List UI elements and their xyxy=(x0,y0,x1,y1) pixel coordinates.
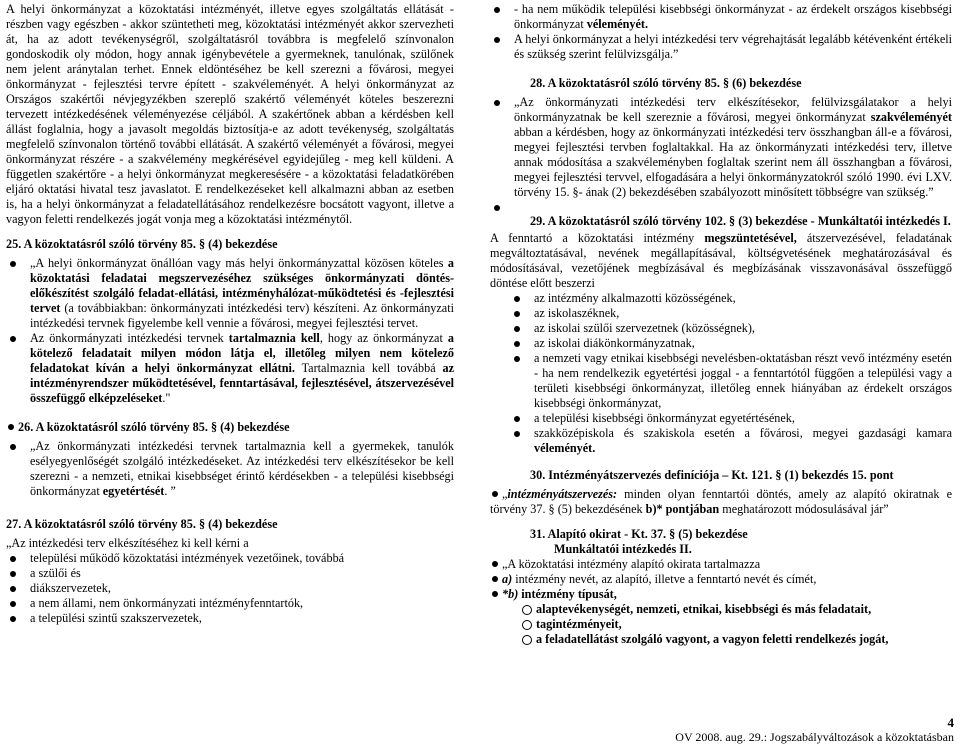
circle-bullet-icon xyxy=(522,605,532,615)
list-item: a települési szintű szakszervezetek, xyxy=(6,611,454,626)
bullet-r1: - ha nem működik települési kisebbségi önkormányzat - az érdekelt országos kisebbségi önkormányzat véleményét. xyxy=(490,2,952,32)
bullet-28: „Az önkormányzati intézkedési terv elkészítésekor, felülvizsgálatakor a helyi önkormányzatnak be kell szereznie a fővárosi, megyei önkormányzat szakvéleményét abban a kérdésben, hogy az önkormányzati intézkedési terv összhangban áll-e a fővárosi, megyei fejlesztési tervben foglaltakkal. Ha az önkormányzati intézkedési terv, illetve annak módosítása a szakvéleményben foglaltak szerint nem áll összhangban a fővárosi, megyei fejlesztési tervvel, elfogadására a helyi önkormányzatokról szóló 1990. évi LXV. törvény 15. §- ának (2) bekezdésében szabályozott minősített többségre van szükség.” xyxy=(490,95,952,200)
paragraph-29: A fenntartó a közoktatási intézmény megszüntetésével, átszervezésével, feladatának megváltoztatásával, nevének megállapításával, költségvetésének meghatározásával és módosításával, vezetőjének megbízásával és megbízásának visszavonásával összefüggő döntése előtt beszerzi xyxy=(490,231,952,290)
bullet-icon xyxy=(492,576,498,582)
paragraph-27: „Az intézkedési terv elkészítéséhez ki kell kérni a xyxy=(6,536,249,550)
item-31-b: *b) intézmény típusát, xyxy=(490,587,952,602)
bullet-icon xyxy=(514,326,520,332)
list-item: szakközépiskola és szakiskola esetén a fővárosi, megyei gazdasági kamara véleményét. xyxy=(490,426,952,456)
list-item: települési működő közoktatási intézmények vezetőinek, továbbá xyxy=(6,551,454,566)
list-item: a nemzeti vagy etnikai kisebbségi nevelésben-oktatásban részt vevő intézmény esetén - ha nem rendelkezik egyetértési joggal - a fenntartótól függően a települési vagy a területi kisebbségi önkormányzat, illetőleg ennek hiányában az érdekelt országos kisebbségi önkormányzat, xyxy=(490,351,952,411)
bullet-icon xyxy=(8,424,14,430)
paragraph-31: „A közoktatási intézmény alapító okirata tartalmazza xyxy=(490,557,952,572)
heading-31-sub: Munkáltatói intézkedés II. xyxy=(554,542,692,556)
bullet-icon xyxy=(514,311,520,317)
bullet-icon xyxy=(494,7,500,13)
bullet-icon xyxy=(10,586,16,592)
heading-26: 26. A közoktatásról szóló törvény 85. § (4) bekezdése xyxy=(6,420,454,435)
circle-bullet-icon xyxy=(522,620,532,630)
bullet-icon xyxy=(492,591,498,597)
heading-30: 30. Intézményátszervezés definíciója – Kt. 121. § (1) bekezdés 15. pont xyxy=(530,468,894,482)
bullet-25-a: „A helyi önkormányzat önállóan vagy más helyi önkormányzattal közösen köteles a közoktatási feladatai megszervezéséhez szükséges önkormányzati döntés-előkészítést szolgáló feladat-ellátási, intézményhálózat-működtetési és -fejlesztési tervet (a továbbiakban: önkormányzati intézkedési terv) készíteni. Az önkormányzati intézkedési tervnek figyelembe kell vennie a fővárosi, megyei fejlesztési tervet. xyxy=(6,256,454,331)
bullet-icon xyxy=(494,205,500,211)
bullet-icon xyxy=(10,601,16,607)
heading-25: 25. A közoktatásról szóló törvény 85. § (4) bekezdése xyxy=(6,237,278,251)
footer-source: OV 2008. aug. 29.: Jogszabályváltozások a közoktatásban xyxy=(675,730,954,744)
list-item: az intézmény alkalmazotti közösségének, xyxy=(490,291,952,306)
circle-bullet-icon xyxy=(522,635,532,645)
bullet-icon xyxy=(514,431,520,437)
bullet-icon xyxy=(494,37,500,43)
bullet-icon xyxy=(514,356,520,362)
bullet-r2: A helyi önkormányzat a helyi intézkedési terv végrehajtását legalább kétévenként értékeli és szükség szerint felülvizsgálja.” xyxy=(490,32,952,62)
heading-31: 31. Alapító okirat - Kt. 37. § (5) bekezdése xyxy=(530,527,748,541)
heading-29: 29. A közoktatásról szóló törvény 102. § (3) bekezdése - Munkáltatói intézkedés I. xyxy=(530,214,951,228)
bullet-icon xyxy=(492,561,498,567)
page-footer xyxy=(675,716,954,744)
list-item: az iskolai diákönkormányzatnak, xyxy=(490,336,952,351)
empty-bullet xyxy=(490,200,952,212)
list-item: az iskolai szülői szervezetnek (közösségnek), xyxy=(490,321,952,336)
list-item: tagintézményeit, xyxy=(490,617,952,632)
left-column xyxy=(6,2,454,626)
bullet-icon xyxy=(10,336,16,342)
bullet-icon xyxy=(514,341,520,347)
bullet-icon xyxy=(10,616,16,622)
bullet-icon xyxy=(492,491,498,497)
list-29 xyxy=(490,291,952,456)
bullet-icon xyxy=(494,100,500,106)
bullet-icon xyxy=(10,556,16,562)
bullet-icon xyxy=(10,261,16,267)
list-item: a települési kisebbségi önkormányzat egyetértésének, xyxy=(490,411,952,426)
list-item: a feladatellátást szolgáló vagyont, a vagyon feletti rendelkezés jogát, xyxy=(490,632,952,647)
intro-paragraph: A helyi önkormányzat a közoktatási intézményét, illetve egyes szolgáltatás ellátását - részben vagy egészben - akkor szüntetheti meg, közoktatási intézményét akkor szervezheti át, ha az adott tevékenységről, szolgáltatásról továbbra is megfelelő színvonalon gondoskodik oly módon, hogy annak igénybevétele a gyermeknek, tanulónak, szülőnek nem jelent aránytalan terhet. Ennek eldöntéséhez be kell szerezni a fővárosi, megyei önkormányzat - fejlesztési tervre épített - szakvéleményét. A helyi önkormányzat az Országos szakértői névjegyzékben szereplő szakértő véleményét köteles beszerezni tervezett intézkedésének véleményezése céljából. A szakértőnek abban a kérdésben kell állást foglalnia, hogy a javasolt megoldás biztosítja-e az adott tevékenység, szolgáltatás megfelelő színvonalon történő további ellátását. A szakértő véleményét a fővárosi, megyei önkormányzat részére - a szakvélemény megkérésével egyidejűleg - meg kell küldeni. A független szakértőre - a helyi önkormányzat megkeresésére - a közoktatási feladatkörében eljáró oktatási hivatal tesz javaslatot. E rendelkezéseket kell alkalmazni abban az esetben is, ha a helyi önkormányzat a feladatellátásához rendelkezésre bocsátott vagyont, illetve a vagyon feletti rendelkezés jogát vonja meg a közoktatási intézménytől. xyxy=(6,2,454,226)
bullet-icon xyxy=(10,571,16,577)
paragraph-30: „intézményátszervezés: minden olyan fenntartói döntés, amely az alapító okiratnak e törvény 37. § (5) bekezdésének b)* pontjában meghatározott módosulásával jár” xyxy=(490,487,952,516)
bullet-26: „Az önkormányzati intézkedési tervnek tartalmaznia kell a gyermekek, tanulók esélyegyenlőségét szolgáló intézkedéseket. Az intézkedési terv elkészítésekor be kell szerezni - a nemzeti, etnikai kisebbséget érintő kérdésekben - a települési kisebbségi önkormányzat egyetértését. ” xyxy=(6,439,454,499)
list-item: a szülői és xyxy=(6,566,454,581)
heading-28: 28. A közoktatásról szóló törvény 85. § (6) bekezdése xyxy=(530,76,802,90)
list-item: diákszervezetek, xyxy=(6,581,454,596)
list-31 xyxy=(490,602,952,647)
bullet-icon xyxy=(514,416,520,422)
right-column xyxy=(490,2,952,647)
list-item: a nem állami, nem önkormányzati intézményfenntartók, xyxy=(6,596,454,611)
list-item: az iskolaszéknek, xyxy=(490,306,952,321)
bullet-icon xyxy=(10,444,16,450)
list-27 xyxy=(6,551,454,626)
bullet-icon xyxy=(514,296,520,302)
item-31-a: a) intézmény nevét, az alapító, illetve a fenntartó nevét és címét, xyxy=(490,572,952,587)
page-number: 4 xyxy=(947,715,954,730)
heading-27: 27. A közoktatásról szóló törvény 85. § (4) bekezdése xyxy=(6,517,278,531)
list-item: alaptevékenységét, nemzeti, etnikai, kisebbségi és más feladatait, xyxy=(490,602,952,617)
bullet-25-b: Az önkormányzati intézkedési tervnek tartalmaznia kell, hogy az önkormányzat a kötelező feladatait milyen módon látja el, illetőleg milyen nem kötelező feladatokat kíván a helyi önkormányzat ellátni. Tartalmaznia kell továbbá az intézményrendszer működtetésével, fenntartásával, fejlesztésével, átszervezésével összefüggő elképzeléseket." xyxy=(6,331,454,406)
